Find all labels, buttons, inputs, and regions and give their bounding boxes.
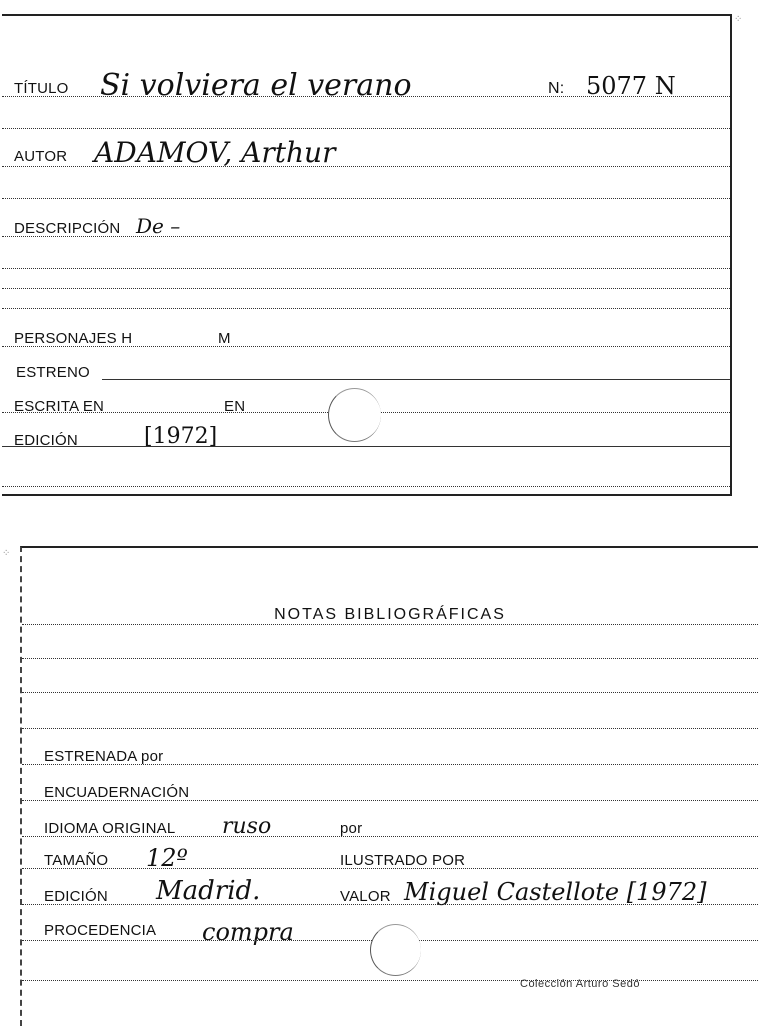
- idioma-label: IDIOMA ORIGINAL: [44, 820, 176, 837]
- idioma-value: ruso: [222, 814, 272, 839]
- notas-heading: NOTAS BIBLIOGRÁFICAS: [274, 606, 506, 623]
- descripcion-line: [2, 236, 730, 237]
- encuadernacion-label: ENCUADERNACIÓN: [44, 784, 190, 801]
- estrenada-label: ESTRENADA por: [44, 748, 164, 765]
- edicion-value: [1972]: [144, 424, 218, 449]
- personajes-m-label: M: [218, 330, 231, 347]
- numero-value: 5077 N: [586, 72, 676, 100]
- escrita-label: ESCRITA EN: [14, 398, 105, 415]
- catalog-card-back: [20, 546, 758, 1026]
- paper-speck: ⁘: [2, 548, 11, 559]
- rule-line: [22, 658, 758, 659]
- rule-line: [2, 128, 730, 129]
- tamano-label: TAMAÑO: [44, 852, 109, 869]
- estreno-label: ESTRENO: [16, 364, 90, 381]
- personajes-line: [2, 346, 730, 347]
- por-label: por: [340, 820, 363, 837]
- encuadernacion-line: [22, 800, 758, 801]
- escrita-en-label: EN: [224, 398, 246, 415]
- valor-value: Miguel Castellote [1972]: [404, 878, 707, 906]
- autor-line: [2, 166, 730, 167]
- edicion-line: [2, 446, 730, 447]
- edicion-back-label: EDICIÓN: [44, 888, 108, 905]
- rule-line: [2, 308, 730, 309]
- ilustrado-label: ILUSTRADO POR: [340, 852, 466, 869]
- tamano-value: 12º: [146, 844, 188, 872]
- catalog-card-front: [2, 14, 732, 496]
- edicion-back-line: [22, 904, 758, 905]
- edicion-label: EDICIÓN: [14, 432, 78, 449]
- rule-line: [22, 624, 758, 625]
- descripcion-label: DESCRIPCIÓN: [14, 220, 121, 237]
- valor-label: VALOR: [340, 888, 391, 905]
- titulo-label: TÍTULO: [14, 80, 69, 97]
- tamano-line: [22, 868, 758, 869]
- estrenada-line: [22, 764, 758, 765]
- punch-hole: [370, 924, 421, 976]
- collection-credit: Colección Arturo Sedó: [520, 978, 640, 990]
- rule-line: [22, 728, 758, 729]
- rule-line: [2, 486, 730, 487]
- estreno-line: [102, 379, 730, 380]
- edicion-back-value: Madrid.: [156, 876, 261, 906]
- rule-line: [22, 692, 758, 693]
- idioma-line: [22, 836, 758, 837]
- numero-label: N:: [548, 80, 565, 97]
- descripcion-value: De –: [136, 214, 181, 238]
- punch-hole: [328, 388, 381, 442]
- autor-value: ADAMOV, Arthur: [94, 136, 336, 169]
- paper-speck: ⁘: [734, 14, 743, 25]
- rule-line: [2, 198, 730, 199]
- autor-label: AUTOR: [14, 148, 68, 165]
- procedencia-value: compra: [202, 918, 294, 946]
- rule-line: [2, 288, 730, 289]
- procedencia-label: PROCEDENCIA: [44, 922, 157, 939]
- titulo-line: [2, 96, 730, 97]
- personajes-label: PERSONAJES H: [14, 330, 133, 347]
- rule-line: [2, 268, 730, 269]
- titulo-value: Si volviera el verano: [100, 68, 412, 103]
- rule-line: [22, 980, 758, 981]
